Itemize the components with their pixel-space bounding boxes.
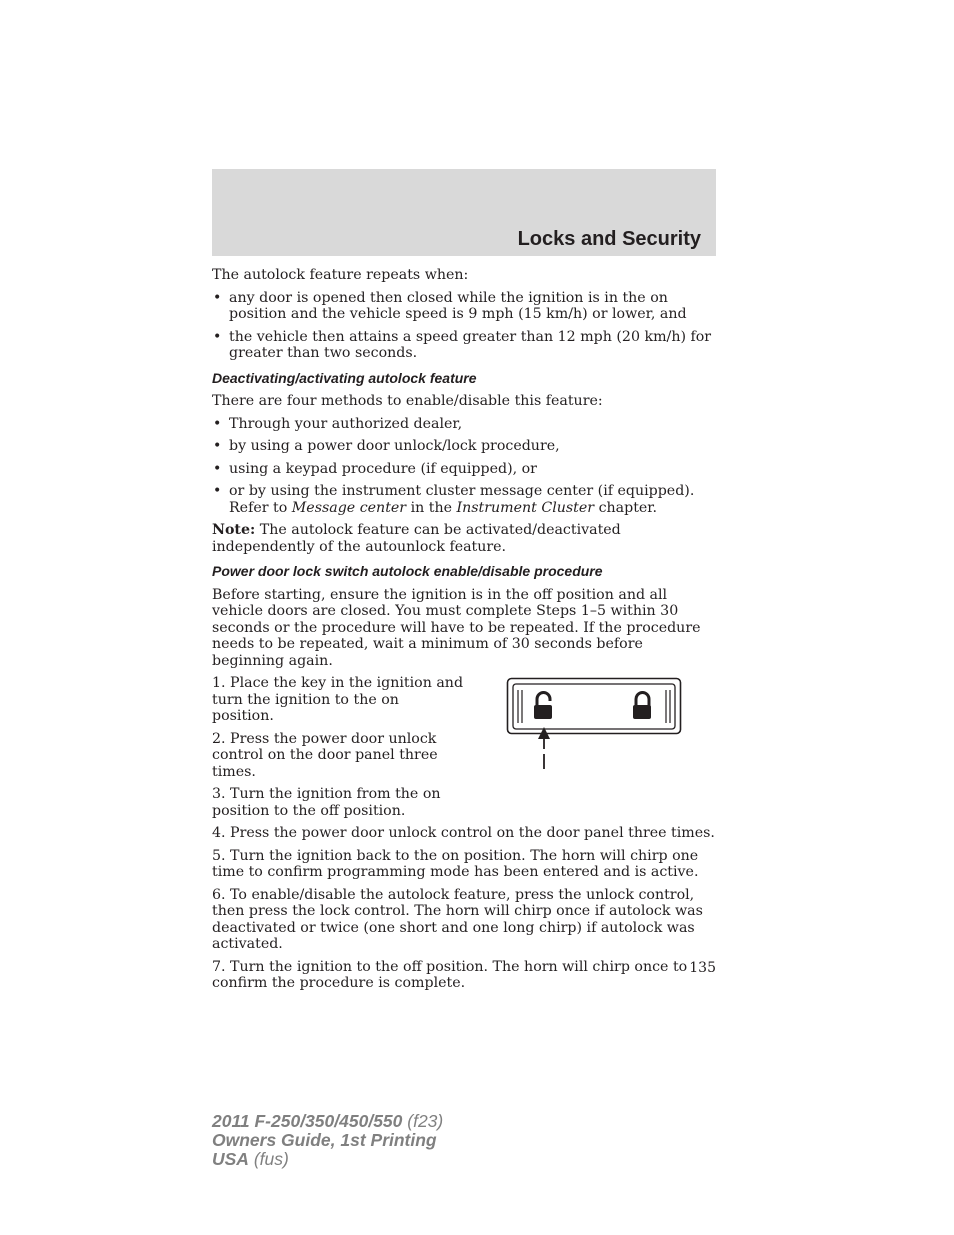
procedure-intro: Before starting, ensure the ignition is in the off position and all vehicle doors are closed. You must complete Steps 1–5 within 30 seconds or the procedure will have to be repeated. If the procedure needs to be repeated, wait a minimum of 30 seconds before beginning again. <box>212 586 701 669</box>
procedure-step: 1. Place the key in the ignition and turn the ignition to the on position. <box>212 675 464 724</box>
section-title: Locks and Security <box>517 228 701 250</box>
note-label: Note: <box>212 522 256 538</box>
footer-printing: Owners Guide, 1st Printing <box>212 1130 437 1150</box>
footer-line <box>212 1150 443 1169</box>
list-item <box>212 483 716 516</box>
procedure-step: 7. Turn the ignition to the off position. The horn will chirp once to confirm the procedure is complete. <box>212 958 688 991</box>
list-item-text: chapter. <box>594 499 658 516</box>
list-item-text: in the <box>406 499 457 516</box>
footer-market-code: (fus) <box>248 1149 289 1169</box>
procedure-step: 4. Press the power door unlock control on the door panel three times. <box>212 825 715 841</box>
procedure-step: 5. Turn the ignition back to the on position. The horn will chirp one time to confirm programming mode has been entered and is active. <box>212 847 699 880</box>
list-item: • any door is opened then closed while the ignition is in the on position and the vehicle speed is 9 mph (15 km/h) or lower, and <box>212 290 716 323</box>
footer-line <box>212 1131 443 1150</box>
list-item: • the vehicle then attains a speed greater than 12 mph (20 km/h) for greater than two seconds. <box>212 329 716 362</box>
cross-reference: Instrument Cluster <box>456 499 595 516</box>
procedure-step: 6. To enable/disable the autolock feature, press the unlock control, then press the lock control. The horn will chirp once if autolock was deactivated or twice (one short and one long chirp) if autolock was activated. <box>212 886 703 952</box>
door-lock-switch-figure <box>506 677 686 777</box>
section-heading: Power door lock switch autolock enable/disable procedure <box>212 563 603 579</box>
page-content <box>212 267 716 998</box>
steps-with-figure <box>212 675 716 819</box>
note-paragraph <box>212 522 716 555</box>
list-item: • Through your authorized dealer, <box>212 416 716 433</box>
procedure-step: 2. Press the power door unlock control on the door panel three times. <box>212 730 438 780</box>
footer-code: (f23) <box>402 1111 444 1131</box>
footer-market: USA <box>212 1149 249 1169</box>
page-number: 135 <box>689 960 716 976</box>
note-text: The autolock feature can be activated/deactivated independently of the autounlock feature. <box>212 522 621 555</box>
list-item-text: or by using the instrument cluster message center (if equipped). Refer to <box>229 483 695 516</box>
procedure-step: 3. Turn the ignition from the on position to the off position. <box>212 786 441 819</box>
document-footer <box>212 1112 443 1169</box>
footer-line <box>212 1112 443 1131</box>
cross-reference: Message center <box>291 499 407 516</box>
methods-bullet-list <box>212 416 716 517</box>
section-heading: Deactivating/activating autolock feature <box>212 369 477 386</box>
intro-lead: The autolock feature repeats when: <box>212 267 469 283</box>
door-lock-switch-illustration <box>506 677 686 777</box>
list-item: • by using a power door unlock/lock procedure, <box>212 438 716 455</box>
intro-bullet-list <box>212 290 716 362</box>
section-lead: There are four methods to enable/disable this feature: <box>212 393 603 409</box>
section-header-band <box>212 169 716 256</box>
list-item: • using a keypad procedure (if equipped), or <box>212 461 716 478</box>
steps-side-column <box>212 675 464 819</box>
footer-model: 2011 F-250/350/450/550 <box>212 1111 403 1131</box>
